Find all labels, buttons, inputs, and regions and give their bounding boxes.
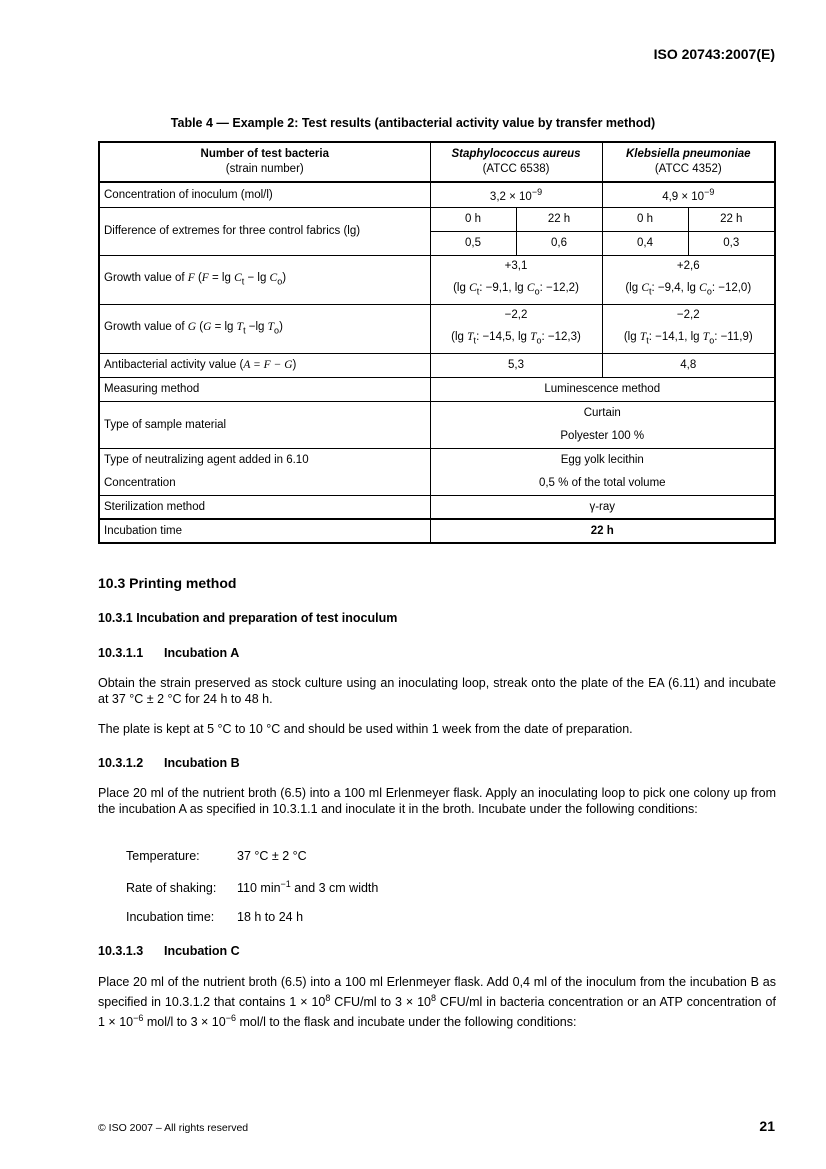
condition-shaking: Rate of shaking: 110 $\min^{-1}$ and 3 cm width — [126, 879, 379, 896]
diff-time: 22 h — [688, 207, 775, 231]
growth-f-label: Growth value of F $(F = \lg C_t - \lg C_o)$ — [99, 255, 430, 304]
heading-incubation-c: 10.3.1.3 Incubation C — [98, 944, 240, 958]
conc-value-2: $4,9 \times 10^{-9}$ — [602, 182, 775, 207]
growth-f-value-2: +2,6 (lg $C_t$: −9,4, $\lg C_o$: −12,0) — [602, 255, 775, 304]
diff-label: Difference of extremes for three control fabrics (lg) — [99, 207, 430, 255]
header-label-line1: Number of test bacteria — [200, 148, 329, 160]
table-row-sterilization — [99, 495, 775, 519]
table-row-sample — [99, 401, 775, 448]
diff-value: 0,5 — [430, 231, 516, 255]
page-number: 21 — [759, 1118, 775, 1134]
sample-label: Type of sample material — [99, 401, 430, 448]
header-label-line2: (strain number) — [225, 163, 304, 175]
table-row-growth-f — [99, 255, 775, 304]
heading-10-3: 10.3 Printing method — [98, 575, 237, 591]
bacteria-2-name: Klebsiella pneumoniae — [625, 148, 751, 160]
table-row-concentration — [99, 182, 775, 207]
growth-g-value-1: −2,2 (lg $T_t$: −14,5, $\lg T_o$: −12,3) — [430, 304, 602, 353]
header-bacteria-label — [99, 142, 430, 182]
paragraph-incubation-c: Place 20 ml of the nutrient broth (6.5) into a 100 ml Erlenmeyer flask. Add 0,4 ml of the inoculum from the incubation B as specified in 10.3.1.2 that contains $1 \times 10^8$ CFU/ml to $3 \times 10^8$ CFU/ml in bacteria concentration or an ATP concentration of $1 \times 10^{-6}$ mol/l to $3 \times 10^{-6}$ mol/l to the flask and incubate under the following conditions: — [98, 975, 776, 1030]
table-row-neutralizing — [99, 448, 775, 495]
condition-incubation-time: Incubation time: 18 h to 24 h — [126, 910, 304, 924]
results-table — [98, 141, 776, 544]
diff-time: 22 h — [516, 207, 602, 231]
paragraph-incubation-b: Place 20 ml of the nutrient broth (6.5) into a 100 ml Erlenmeyer flask. Apply an inoculating loop to pick one colony up from the incubation A as specified in 10.3.1.1 and inoculate it in the broth. Incubate under the following conditions: — [98, 786, 776, 816]
sterilization-label: Sterilization method — [99, 495, 430, 519]
activity-value-1: 5,3 — [430, 353, 602, 377]
table-row-incubation — [99, 519, 775, 543]
condition-temperature: Temperature: 37 °C ± 2 °C — [126, 849, 307, 863]
diff-time: 0 h — [602, 207, 688, 231]
incubation-label: Incubation time — [99, 519, 430, 543]
footer-copyright: © ISO 2007 – All rights reserved — [98, 1122, 249, 1134]
diff-time: 0 h — [430, 207, 516, 231]
measuring-label: Measuring method — [99, 377, 430, 401]
diff-value: 0,3 — [688, 231, 775, 255]
conc-value-1: $3,2 \times 10^{-9}$ — [430, 182, 602, 207]
incubation-value: 22 h — [430, 519, 775, 543]
neutralizing-value: Egg yolk lecithin 0,5 % of the total volume — [430, 448, 775, 495]
activity-label: Antibacterial activity value (A = F − G) — [99, 353, 430, 377]
bacteria-1-name: Staphylococcus aureus — [451, 148, 581, 160]
diff-value: 0,4 — [602, 231, 688, 255]
conc-label: Concentration of inoculum (mol/l) — [99, 182, 430, 207]
table-title: Table 4 — Example 2: Test results (antibacterial activity value by transfer method) — [170, 116, 656, 130]
growth-f-value-1: +3,1 (lg $C_t$: −9,1, $\lg C_o$: −12,2) — [430, 255, 602, 304]
diff-value: 0,6 — [516, 231, 602, 255]
growth-g-value-2: −2,2 (lg $T_t$: −14,1, $\lg T_o$: −11,9) — [602, 304, 775, 353]
heading-10-3-1: 10.3.1 Incubation and preparation of test inoculum — [98, 611, 398, 625]
heading-incubation-b: 10.3.1.2 Incubation B — [98, 756, 240, 770]
neutralizing-label: Type of neutralizing agent added in 6.10 Concentration — [99, 448, 430, 495]
sample-value: Curtain Polyester 100 % — [430, 401, 775, 448]
bacteria-1-strain: (ATCC 6538) — [482, 163, 550, 175]
table-row-measuring — [99, 377, 775, 401]
measuring-value: Luminescence method — [430, 377, 775, 401]
header-bacteria-1 — [430, 142, 602, 182]
paragraph-incubation-a-1: Obtain the strain preserved as stock culture using an inoculating loop, streak onto the plate of the EA (6.11) and incubate at 37 °C ± 2 °C for 24 h to 48 h. — [98, 676, 776, 706]
growth-g-label: Growth value of G ($G = \lg T_t -\lg$ $T_o$) — [99, 304, 430, 353]
table-row-growth-g — [99, 304, 775, 353]
activity-value-2: 4,8 — [602, 353, 775, 377]
bacteria-2-strain: (ATCC 4352) — [654, 163, 722, 175]
table-row-activity — [99, 353, 775, 377]
document-id: ISO 20743:2007(E) — [653, 46, 775, 62]
header-bacteria-2 — [602, 142, 775, 182]
table-row-difference-times — [99, 207, 775, 231]
paragraph-incubation-a-2: The plate is kept at 5 °C to 10 °C and should be used within 1 week from the date of preparation. — [98, 722, 633, 736]
heading-incubation-a: 10.3.1.1 Incubation A — [98, 646, 240, 660]
sterilization-value: γ-ray — [430, 495, 775, 519]
table-header-row — [99, 142, 775, 182]
